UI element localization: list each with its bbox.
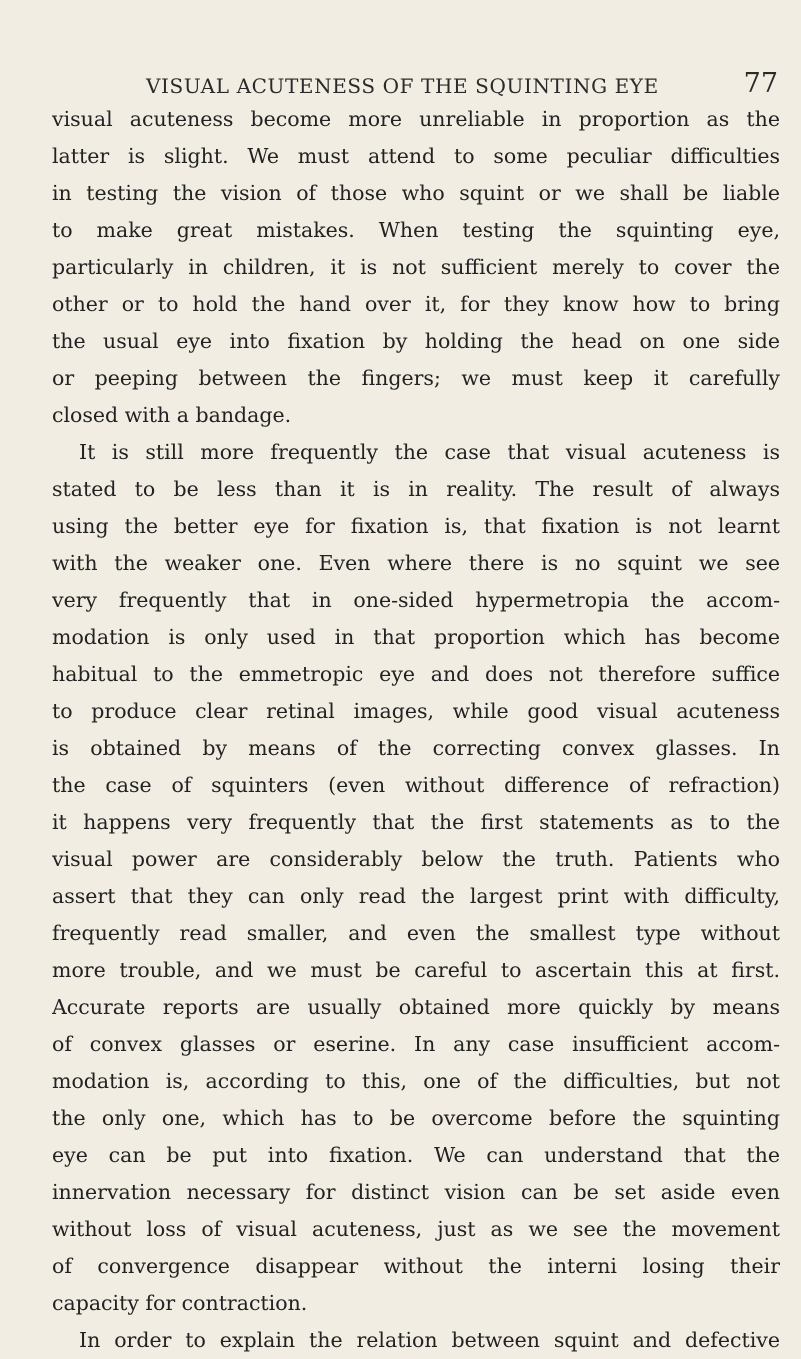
text-line: in testing the vision of those who squint or we shall be liable [52, 181, 780, 205]
text-line: assert that they can only read the largest print with difficulty, [52, 884, 780, 908]
paragraph-start-line: In order to explain the relation between squint and defective [79, 1328, 780, 1352]
page-number: 77 [743, 68, 778, 99]
paragraph-end-line: capacity for contraction. [52, 1291, 308, 1315]
text-line: particularly in children, it is not sufficient merely to cover the [52, 255, 780, 279]
text-line: the case of squinters (even without difference of refraction) [52, 773, 780, 797]
text-line: to make great mistakes. When testing the squinting eye, [52, 218, 780, 242]
text-line: habitual to the emmetropic eye and does not therefore suffice [52, 662, 780, 686]
text-line: Accurate reports are usually obtained more quickly by means [52, 995, 780, 1019]
text-line: it happens very frequently that the first statements as to the [52, 810, 780, 834]
text-line: or peeping between the fingers; we must keep it carefully [52, 366, 780, 390]
text-line: the usual eye into fixation by holding the head on one side [52, 329, 780, 353]
text-line: visual acuteness become more unreliable in proportion as the [52, 107, 780, 131]
text-line: modation is only used in that proportion which has become [52, 625, 780, 649]
text-line: without loss of visual acuteness, just as we see the movement [52, 1217, 780, 1241]
text-line: other or to hold the hand over it, for they know how to bring [52, 292, 780, 316]
text-line: innervation necessary for distinct vision can be set aside even [52, 1180, 780, 1204]
text-line: using the better eye for fixation is, that fixation is not learnt [52, 514, 780, 538]
text-line: very frequently that in one-sided hypermetropia the accom- [52, 588, 780, 612]
text-line: visual power are considerably below the truth. Patients who [52, 847, 780, 871]
paragraph-start-line: It is still more frequently the case that visual acuteness is [79, 440, 780, 464]
body-text [52, 101, 780, 1359]
text-line: of convergence disappear without the interni losing their [52, 1254, 780, 1278]
text-line: of convex glasses or eserine. In any case insufficient accom- [52, 1032, 780, 1056]
text-line: is obtained by means of the correcting convex glasses. In [52, 736, 780, 760]
paragraph-end-line: closed with a bandage. [52, 403, 292, 427]
text-line: eye can be put into fixation. We can understand that the [52, 1143, 780, 1167]
text-line: to produce clear retinal images, while good visual acuteness [52, 699, 780, 723]
text-line: stated to be less than it is in reality. The result of always [52, 477, 780, 501]
text-line: with the weaker one. Even where there is no squint we see [52, 551, 780, 575]
running-title: VISUAL ACUTENESS OF THE SQUINTING EYE [146, 74, 659, 98]
text-line: the only one, which has to be overcome before the squinting [52, 1106, 780, 1130]
text-line: latter is slight. We must attend to some peculiar difficulties [52, 144, 780, 168]
text-line: frequently read smaller, and even the smallest type without [52, 921, 780, 945]
text-line: more trouble, and we must be careful to ascertain this at first. [52, 958, 780, 982]
text-line: modation is, according to this, one of the difficulties, but not [52, 1069, 780, 1093]
